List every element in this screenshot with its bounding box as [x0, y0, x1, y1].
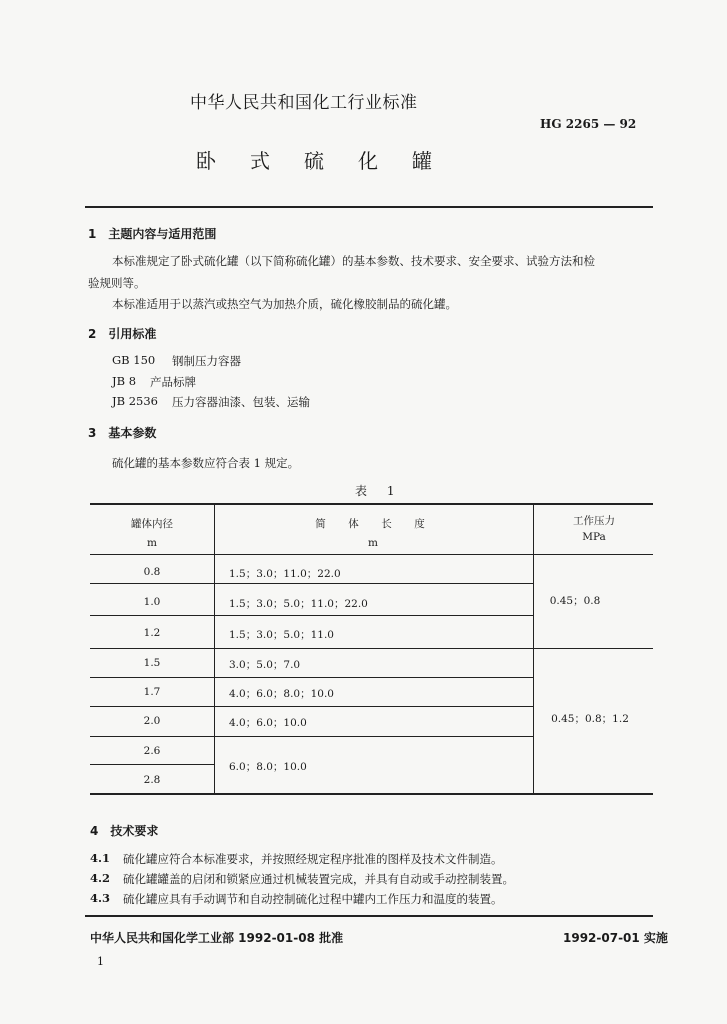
- row-rule: [90, 583, 534, 584]
- col-header-diameter: 罐体内径: [131, 518, 173, 530]
- cell-pressure-group-1: 0.45；0.8: [549, 595, 601, 607]
- ref-code: GB 150: [112, 353, 156, 367]
- ref-name: 压力容器油漆、包装、运输: [172, 395, 310, 409]
- table-bottom-rule: [90, 793, 653, 795]
- cell-diameter: 1.7: [143, 686, 161, 698]
- cell-length-merged: 6.0；8.0；10.0: [229, 761, 307, 773]
- page-number: 1: [97, 955, 104, 968]
- col-header-pressure: 工作压力: [573, 515, 615, 527]
- row-rule: [90, 677, 534, 678]
- row-rule: [90, 615, 534, 616]
- row-rule: [90, 736, 534, 737]
- approval-statement: 中华人民共和国化学工业部 1992-01-08 批准: [90, 931, 344, 945]
- section-1-title: 1 主题内容与适用范围: [88, 227, 217, 241]
- cell-diameter: 1.2: [143, 627, 161, 639]
- item-number: 4.1: [90, 851, 111, 865]
- table-top-rule: [90, 503, 653, 505]
- item-text: 硫化罐应具有手动调节和自动控制硫化过程中罐内工作压力和温度的装置。: [123, 892, 503, 906]
- cell-length: 1.5；3.0；5.0；11.0；22.0: [229, 598, 368, 610]
- cell-length: 3.0；5.0；7.0: [229, 659, 301, 671]
- section-1-para-1-line-1: 本标准规定了卧式硫化罐（以下简称硫化罐）的基本参数、技术要求、安全要求、试验方法和检: [112, 254, 595, 268]
- item-number: 4.3: [90, 891, 111, 905]
- section-1-para-2: 本标准适用于以蒸汽或热空气为加热介质，硫化橡胶制品的硫化罐。: [112, 297, 457, 311]
- table-caption: 表 1: [355, 484, 403, 498]
- ref-name: 钢制压力容器: [172, 354, 241, 368]
- cell-diameter: 1.0: [143, 596, 161, 608]
- group-rule: [90, 648, 653, 649]
- col-unit-pressure: MPa: [582, 531, 606, 543]
- standard-number: HG 2265 — 92: [540, 117, 637, 131]
- cell-length: 4.0；6.0；8.0；10.0: [229, 688, 334, 700]
- item-text: 硫化罐罐盖的启闭和锁紧应通过机械装置完成，并具有自动或手动控制装置。: [123, 872, 514, 886]
- col-unit-diameter: m: [147, 537, 157, 549]
- col-rule: [214, 503, 215, 794]
- header-rule: [85, 206, 653, 208]
- ref-code: JB 2536: [112, 394, 158, 408]
- item-text: 硫化罐应符合本标准要求，并按照经规定程序批准的图样及技术文件制造。: [123, 852, 503, 866]
- effective-date: 1992-07-01 实施: [563, 931, 668, 945]
- row-rule: [90, 706, 534, 707]
- cell-diameter: 2.8: [143, 774, 161, 786]
- table-header-rule: [90, 554, 653, 555]
- cell-length: 1.5；3.0；5.0；11.0: [229, 629, 334, 641]
- col-unit-length: m: [368, 537, 378, 549]
- cell-length: 1.5；3.0；11.0；22.0: [229, 568, 341, 580]
- cell-diameter: 1.5: [143, 657, 161, 669]
- item-number: 4.2: [90, 871, 111, 885]
- ref-code: JB 8: [112, 374, 137, 388]
- ref-name: 产品标牌: [150, 375, 196, 389]
- org-title: 中华人民共和国化工行业标准: [190, 93, 418, 113]
- footer-rule: [85, 915, 653, 917]
- col-rule: [533, 503, 534, 794]
- section-2-title: 2 引用标准: [88, 327, 157, 341]
- document-title: 卧式硫化罐: [196, 149, 466, 173]
- section-4-title: 4 技术要求: [90, 824, 159, 838]
- section-1-para-1-line-2: 验规则等。: [88, 276, 146, 290]
- col-header-length: 简 体 长 度: [315, 518, 431, 530]
- row-rule: [90, 764, 214, 765]
- cell-pressure-group-2: 0.45；0.8；1.2: [551, 713, 629, 725]
- cell-diameter: 2.6: [143, 745, 161, 757]
- cell-length: 4.0；6.0；10.0: [229, 717, 307, 729]
- section-3-title: 3 基本参数: [88, 426, 157, 440]
- cell-diameter: 2.0: [143, 715, 161, 727]
- cell-diameter: 0.8: [143, 566, 161, 578]
- section-3-para: 硫化罐的基本参数应符合表 1 规定。: [112, 456, 300, 470]
